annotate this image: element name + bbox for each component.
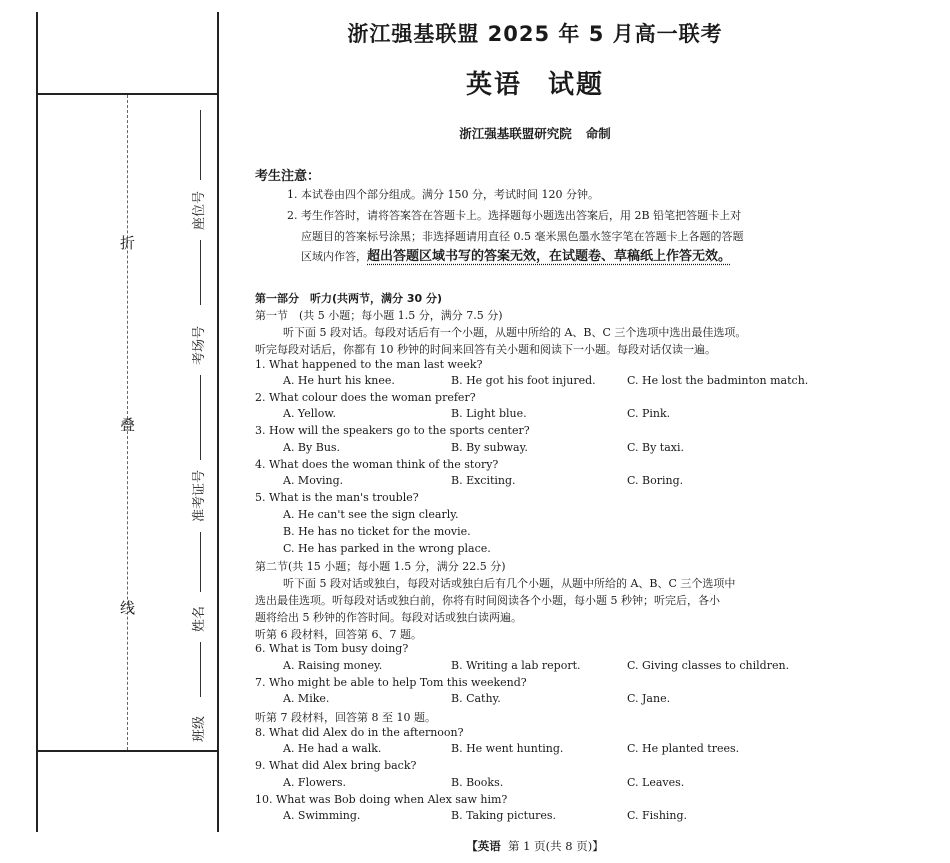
- notice-emphasis: 超出答题区域书写的答案无效，在试题卷、草稿纸上作答无效。: [367, 249, 732, 264]
- option-b: B. Cathy.: [451, 692, 501, 705]
- seat-number-line: [200, 110, 201, 180]
- question-8: 8. What did Alex do in the afternoon?: [255, 726, 464, 739]
- question-5-option-a: A. He can't see the sign clearly.: [283, 508, 459, 521]
- name-label: 姓名: [192, 605, 207, 632]
- question-5-option-b: B. He has no ticket for the movie.: [283, 525, 471, 538]
- question-5-option-c: C. He has parked in the wrong place.: [283, 542, 491, 555]
- question-6: 6. What is Tom busy doing?: [255, 642, 409, 655]
- fold-mark-2: 叠: [120, 416, 136, 434]
- option-b: B. Writing a lab report.: [451, 659, 581, 672]
- notice-item-2-line-2: 应题目的答案标号涂黑；非选择题请用直径 0.5 毫米黑色墨水签字笔在答题卡上各题的答题: [301, 230, 744, 243]
- option-a: A. Raising money.: [283, 659, 383, 672]
- section1-instruction-2: 听完每段对话后，你都有 10 秒钟的时间来回答有关小题和阅读下一小题。每段对话仅读一遍。: [255, 343, 716, 356]
- notice-heading: 考生注意：: [255, 169, 321, 184]
- notice-item-1: 1. 本试卷由四个部分组成。满分 150 分，考试时间 120 分钟。: [287, 188, 599, 201]
- exam-subject-title: [255, 64, 815, 101]
- material-6-note: 听第 6 段材料，回答第 6、7 题。: [255, 628, 422, 641]
- option-b: B. He got his foot injured.: [451, 374, 596, 387]
- option-b: B. Taking pictures.: [451, 809, 557, 822]
- option-a: A. Moving.: [283, 474, 344, 487]
- question-1: 1. What happened to the man last week?: [255, 358, 483, 371]
- part1-heading: 第一部分 听力(共两节，满分 30 分): [255, 292, 443, 305]
- option-c: C. He lost the badminton match.: [627, 374, 809, 387]
- question-2: 2. What colour does the woman prefer?: [255, 391, 476, 404]
- exam-room-label: 考场号: [192, 325, 207, 365]
- class-label: 班级: [192, 715, 207, 742]
- option-c: C. Leaves.: [627, 776, 685, 789]
- strip-inner-line: [217, 12, 219, 832]
- option-a: A. Flowers.: [283, 776, 347, 789]
- option-a: A. He hurt his knee.: [283, 374, 395, 387]
- question-5: 5. What is the man's trouble?: [255, 491, 419, 504]
- name-line: [200, 532, 201, 592]
- section2-heading: 第二节(共 15 小题；每小题 1.5 分，满分 22.5 分): [255, 560, 506, 573]
- strip-outer-line: [36, 12, 38, 832]
- exam-maker: [255, 124, 815, 142]
- strip-bottom-rule: [36, 750, 217, 752]
- option-c: C. Boring.: [627, 474, 684, 487]
- subject-name: 英语: [465, 70, 522, 100]
- class-line: [200, 642, 201, 697]
- maker-org: 浙江强基联盟研究院: [459, 126, 572, 141]
- admission-number-line: [200, 375, 201, 460]
- option-c: C. Giving classes to children.: [627, 659, 790, 672]
- section2-instruction-3: 题将给出 5 秒钟的作答时间。每段对话或独白读两遍。: [255, 611, 522, 624]
- exam-room-line: [200, 240, 201, 305]
- question-9: 9. What did Alex bring back?: [255, 759, 417, 772]
- option-c: C. Pink.: [627, 407, 671, 420]
- question-10: 10. What was Bob doing when Alex saw him?: [255, 793, 508, 806]
- option-a: A. Yellow.: [283, 407, 337, 420]
- fold-mark-3: 线: [120, 599, 136, 617]
- question-3: 3. How will the speakers go to the sports center?: [255, 424, 530, 437]
- notice-item-2-text: 区域内作答，: [301, 250, 367, 263]
- seat-number-label: 座位号: [192, 190, 207, 230]
- option-c: C. He planted trees.: [627, 742, 740, 755]
- section2-instruction-2: 选出最佳选项。听每段对话或独白前，你将有时间阅读各个小题，每小题 5 秒钟；听完后，各小: [255, 594, 720, 607]
- maker-word: 命制: [585, 126, 611, 141]
- section2-instruction-1: 听下面 5 段对话或独白，每段对话或独白后有几个小题，从题中所给的 A、B、C 三个选项中: [283, 577, 736, 590]
- question-7: 7. Who might be able to help Tom this weekend?: [255, 676, 527, 689]
- subject-word: 试题: [548, 70, 605, 100]
- footer-page-number: 第 1 页(共 8 页)】: [508, 839, 604, 853]
- option-a: A. Mike.: [283, 692, 330, 705]
- section1-heading: 第一节 (共 5 小题；每小题 1.5 分，满分 7.5 分): [255, 309, 503, 322]
- fold-mark-1: 折: [120, 234, 136, 252]
- notice-item-2-line-1: 2. 考生作答时，请将答案答在答题卡上。选择题每小题选出答案后，用 2B 铅笔把答题卡上对: [287, 209, 742, 222]
- option-b: B. Exciting.: [451, 474, 516, 487]
- page-footer: [255, 838, 815, 854]
- option-b: B. Books.: [451, 776, 504, 789]
- admission-number-label: 准考证号: [192, 469, 207, 522]
- option-c: C. Fishing.: [627, 809, 688, 822]
- section1-instruction-1: 听下面 5 段对话。每段对话后有一个小题，从题中所给的 A、B、C 三个选项中选出最佳选项。: [283, 326, 747, 339]
- question-4: 4. What does the woman think of the story?: [255, 458, 499, 471]
- option-a: A. By Bus.: [283, 441, 341, 454]
- footer-subject: 【英语: [466, 839, 501, 853]
- option-b: B. By subway.: [451, 441, 528, 454]
- option-a: A. He had a walk.: [283, 742, 382, 755]
- option-c: C. Jane.: [627, 692, 671, 705]
- material-7-note: 听第 7 段材料，回答第 8 至 10 题。: [255, 711, 436, 724]
- option-b: B. Light blue.: [451, 407, 527, 420]
- notice-item-2-line-3: [301, 249, 731, 264]
- option-c: C. By taxi.: [627, 441, 685, 454]
- binding-strip: [0, 0, 240, 863]
- option-b: B. He went hunting.: [451, 742, 564, 755]
- exam-title: 浙江强基联盟 2025 年 5 月高一联考: [347, 22, 723, 46]
- option-a: A. Swimming.: [283, 809, 361, 822]
